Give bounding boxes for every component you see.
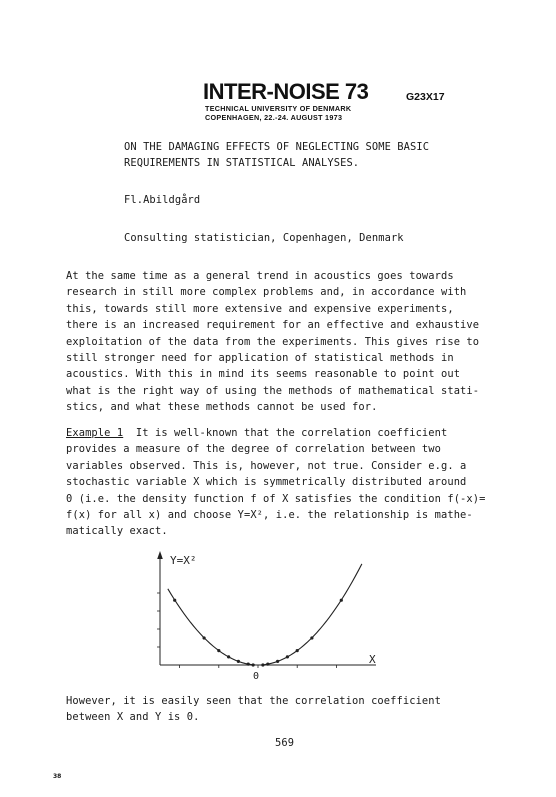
paper-title-line-1: ON THE DAMAGING EFFECTS OF NEGLECTING SOME BASIC	[124, 141, 430, 153]
example-line: provides a measure of the degree of correlation between two	[66, 443, 441, 456]
data-point	[227, 655, 230, 658]
data-point	[217, 649, 220, 652]
data-point	[266, 663, 269, 666]
intro-line: acoustics. With this in mind its seems reasonable to point out	[66, 368, 461, 381]
data-point	[286, 655, 289, 658]
example-line: 0 (i.e. the density function f of X satisfies the condition f(-x)=	[66, 492, 486, 505]
example-line: f(x) for all x) and choose Y=X², i.e. the relationship is mathe-	[66, 509, 473, 522]
intro-line: At the same time as a general trend in acoustics goes towards	[66, 270, 454, 282]
intro-line: there is an increased requirement for an effective and exhaustive	[66, 319, 480, 332]
intro-line: what is the right way of using the methods of mathematical stati-	[66, 384, 480, 397]
parabola-figure	[150, 548, 390, 683]
intro-line: this, towards still more extensive and expensive experiments,	[66, 302, 454, 315]
data-point	[237, 660, 240, 663]
data-point	[310, 636, 313, 639]
example-first-line	[66, 425, 486, 441]
example-first-line-text: It is well-known that the correlation coefficient	[123, 427, 448, 439]
paper-title-line-2: REQUIREMENTS IN STATISTICAL ANALYSES.	[124, 157, 360, 169]
example-line: variables observed. This is, however, not true. Consider e.g. a	[66, 459, 467, 472]
page-number: 569	[275, 737, 295, 749]
conference-title: INTER-NOISE 73	[203, 79, 369, 104]
intro-line: research in still more complex problems and, in accordance with	[66, 286, 467, 299]
closing-paragraph	[66, 693, 486, 726]
intro-paragraph	[66, 268, 486, 416]
data-point	[252, 663, 255, 666]
intro-line: still stronger need for application of statistical methods in	[66, 352, 454, 365]
example-paragraph	[66, 425, 486, 540]
intro-line: stics, and what these methods cannot be used for.	[66, 401, 378, 414]
data-point	[296, 649, 299, 652]
data-point	[203, 636, 206, 639]
data-point	[276, 660, 279, 663]
data-point	[340, 599, 343, 602]
figure-axes	[157, 551, 376, 665]
x-axis-label: X	[369, 653, 376, 666]
conference-subtitle-university: TECHNICAL UNIVERSITY OF DENMARK	[205, 104, 352, 113]
paper-code: G23X17	[406, 91, 445, 103]
author-affiliation: Consulting statistician, Copenhagen, Denmark	[124, 232, 404, 244]
author-name: Fl.Abildgård	[124, 194, 201, 206]
data-point	[173, 599, 176, 602]
example-line: matically exact.	[66, 525, 168, 538]
closing-line: between X and Y is 0.	[66, 711, 200, 724]
origin-label: 0	[253, 671, 260, 682]
data-point	[247, 663, 250, 666]
data-point	[261, 663, 264, 666]
example-label: Example 1	[66, 427, 124, 439]
y-axis-arrow-icon	[157, 551, 163, 559]
y-axis-label: Y=X²	[170, 554, 197, 567]
conference-subtitle-dates: COPENHAGEN, 22.-24. AUGUST 1973	[205, 113, 343, 122]
closing-line: However, it is easily seen that the correlation coefficient	[66, 695, 441, 707]
corner-mark: 38	[53, 773, 62, 780]
parabola-curve	[168, 564, 362, 665]
figure-ticks	[157, 593, 336, 668]
example-line: stochastic variable X which is symmetrically distributed around	[66, 476, 467, 489]
intro-line: exploitation of the data from the experiments. This gives rise to	[66, 335, 480, 348]
